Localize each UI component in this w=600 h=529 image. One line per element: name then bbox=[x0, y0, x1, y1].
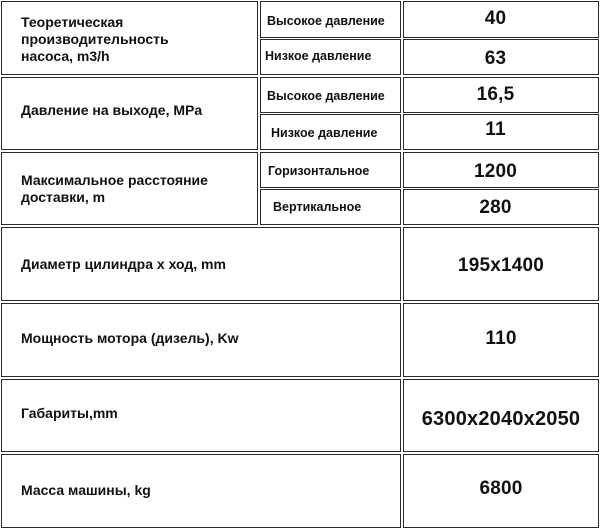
row-dimensions-value: 6300x2040x2050 bbox=[421, 408, 581, 430]
row-delivery-distance-sub-horizontal-value: 1200 bbox=[473, 161, 518, 182]
row-delivery-distance-label: Максимальное расстояние доставки, m bbox=[21, 172, 208, 205]
row-pump-capacity-sub-low-label: Низкое давление bbox=[265, 49, 372, 63]
row-mass-value: 6800 bbox=[479, 478, 523, 499]
row-dimensions-label: Габариты,mm bbox=[21, 405, 118, 421]
row-pump-capacity-sub-high-label: Высокое давление bbox=[267, 14, 385, 28]
row-cylinder-value: 195x1400 bbox=[457, 255, 545, 276]
row-pump-capacity-sub-low-value: 63 bbox=[484, 48, 507, 69]
row-pump-capacity-label: Теоретическая производительность насоса, m3/h bbox=[21, 14, 169, 64]
row-motor-power-value: 110 bbox=[485, 328, 517, 349]
row-motor-power-label: Мощность мотора (дизель), Kw bbox=[21, 330, 239, 346]
row-outlet-pressure-sub-high-label: Высокое давление bbox=[267, 89, 385, 103]
row-outlet-pressure-sub-high-value: 16,5 bbox=[476, 84, 515, 105]
row-delivery-distance-sub-vertical-label: Вертикальное bbox=[273, 200, 362, 214]
row-outlet-pressure-label: Давление на выходе, MPa bbox=[21, 102, 203, 118]
row-mass-label: Масса машины, kg bbox=[21, 482, 151, 498]
row-delivery-distance-sub-vertical-value: 280 bbox=[479, 197, 512, 218]
row-cylinder-label: Диаметр цилиндра х ход, mm bbox=[21, 256, 226, 272]
row-pump-capacity-sub-high-value: 40 bbox=[484, 8, 507, 29]
row-outlet-pressure-sub-low-label: Низкое давление bbox=[271, 126, 378, 140]
row-outlet-pressure-sub-low-value: 11 bbox=[485, 119, 506, 140]
row-delivery-distance-sub-horizontal-label: Горизонтальное bbox=[268, 164, 370, 178]
